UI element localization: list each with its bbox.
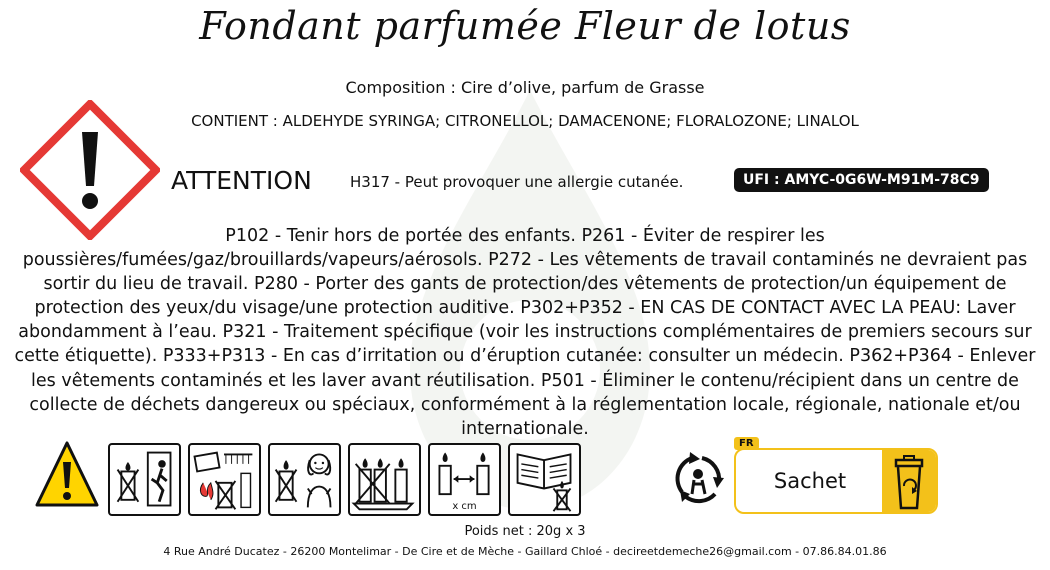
distance-between-candles-icon — [428, 443, 501, 516]
composition-line: Composition : Cire d’olive, parfum de Grasse — [345, 78, 705, 97]
packaging-type: Sachet — [773, 469, 847, 493]
triman-icon — [672, 450, 727, 505]
precautionary-statements: P102 - Tenir hors de portée des enfants. P261 - Éviter de respirer les poussières/fumées/gaz/brouillards/vapeurs/aérosols. P272 - Les vêtements de travail contaminés ne devraient pas sortir du lieu de travail. P280 - Porter des gants de protection/des vêtements de protection/un équipement de protection des yeux/du visage/une protection auditive. P302+P352 - EN CAS DE CONTACT AVEC LA PEAU: Laver abondamment à l’eau. P321 - Traitement spécifique (voir les instructions complémentaires de premiers secours sur cette étiquette). P333+P313 - En cas d’irritation ou d’éruption cutanée: consulter un médecin. P362+P364 - Enlever les vêtements contaminés et les laver avant réutilisation. P501 - Éliminer le contenu/récipient dans un centre de collecte de déchets dangereux ou spéciaux, conformément à la réglementation locale, régionale, nationale et/ou internationale. — [14, 226, 1036, 439]
net-weight: Poids net : 20g x 3 — [464, 524, 586, 539]
ufi-badge: UFI : AMYC-0G6W-M91M-78C9 — [734, 168, 989, 192]
sorting-info-badge — [734, 448, 938, 514]
no-unattended-candle-icon — [108, 443, 181, 516]
country-tag: FR — [734, 437, 759, 450]
safety-pictograms — [108, 443, 581, 516]
warning-triangle-icon — [34, 440, 100, 510]
hazard-statement: H317 - Peut provoquer une allergie cutanée. — [350, 173, 684, 191]
signal-word: ATTENTION — [171, 166, 312, 195]
allergens-line: CONTIENT : ALDEHYDE SYRINGA; CITRONELLOL; DAMACENONE; FLORALOZONE; LINALOL — [191, 112, 859, 130]
exclamation-hazard-icon — [20, 100, 160, 240]
recycling-bin-icon — [882, 450, 936, 514]
producer-address: 4 Rue André Ducatez - 26200 Montelimar - De Cire et de Mèche - Gaillard Chloé - decireetdemeche26@gmail.com - 07.86.84.01.86 — [163, 545, 887, 558]
distance-caption: x cm — [452, 501, 477, 512]
no-candles-too-close-icon — [348, 443, 421, 516]
recycling-bin-panel — [882, 450, 936, 512]
no-drafts-icon — [508, 443, 581, 516]
no-candle-near-flammable-icon — [188, 443, 261, 516]
product-title: Fondant parfumée Fleur de lotus — [199, 4, 851, 48]
keep-away-from-children-pets-icon — [268, 443, 341, 516]
